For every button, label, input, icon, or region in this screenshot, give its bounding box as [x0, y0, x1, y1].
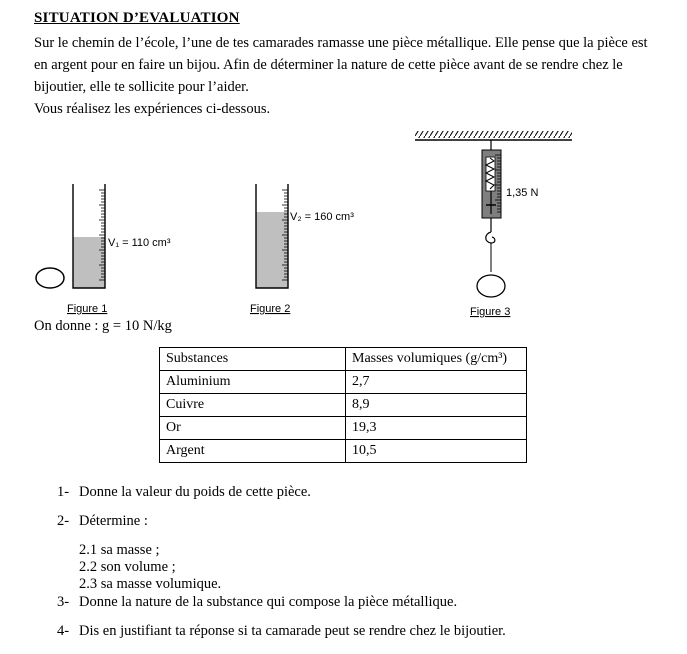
volume-label-2: V₂ = 160 cm³: [290, 211, 354, 223]
table-row: [160, 417, 527, 440]
force-label: 1,35 N: [506, 187, 539, 199]
question-text: Donne la valeur du poids de cette pièce.: [79, 484, 311, 500]
hook-icon: [486, 218, 495, 243]
intro-line: Vous réalisez les expériences ci-dessous.: [34, 101, 271, 117]
question-number: 1-: [57, 484, 70, 500]
exercise-title: SITUATION D’EVALUATION: [34, 10, 240, 26]
coin-icon: [477, 275, 505, 297]
table-cell: Cuivre: [160, 394, 346, 417]
question-4: [57, 623, 506, 640]
figure-3-label: Figure 3: [470, 306, 511, 318]
volume-label-1: V₁ = 110 cm³: [108, 237, 171, 249]
question-1: [57, 484, 311, 501]
question-2: [57, 513, 148, 530]
intro-paragraph: [34, 32, 679, 120]
table-row: [160, 371, 527, 394]
experiment-figures: [0, 120, 687, 320]
subquestion-2-1: 2.1 sa masse ;: [79, 542, 160, 558]
figure-1-label: Figure 1: [67, 303, 108, 315]
table-cell: 10,5: [346, 440, 527, 463]
figure-2-label: Figure 2: [250, 303, 291, 315]
intro-line: en argent pour en faire un bijou. Afin de déterminer la nature de cette pièce avant de se rendre chez le: [34, 57, 623, 73]
table-header: Substances: [160, 348, 346, 371]
table-cell: Argent: [160, 440, 346, 463]
coin-icon: [36, 268, 64, 288]
figure-3-diagram: [415, 131, 572, 318]
given-data: On donne : g = 10 N/kg: [34, 318, 172, 334]
figure-2-diagram: [250, 184, 354, 315]
table-cell: 8,9: [346, 394, 527, 417]
table-header-row: [160, 348, 527, 371]
density-table: [159, 347, 527, 463]
subquestion-2-2: 2.2 son volume ;: [79, 559, 176, 575]
table-header: Masses volumiques (g/cm³): [346, 348, 527, 371]
intro-line: bijoutier, elle te sollicite pour l’aider.: [34, 79, 249, 95]
intro-line: Sur le chemin de l’école, l’une de tes camarades ramasse une pièce métallique. Elle pense que la pièce est: [34, 35, 648, 51]
question-text: Détermine :: [79, 513, 148, 529]
question-number: 4-: [57, 623, 70, 639]
question-number: 3-: [57, 594, 70, 610]
question-3: [57, 594, 457, 611]
figure-1-diagram: [36, 184, 171, 315]
question-number: 2-: [57, 513, 70, 529]
question-text: Donne la nature de la substance qui compose la pièce métallique.: [79, 594, 458, 610]
ceiling-support: [415, 131, 572, 138]
table-row: [160, 440, 527, 463]
table-row: [160, 394, 527, 417]
table-cell: Aluminium: [160, 371, 346, 394]
table-cell: 2,7: [346, 371, 527, 394]
subquestion-2-3: 2.3 sa masse volumique.: [79, 576, 222, 592]
table-cell: 19,3: [346, 417, 527, 440]
table-cell: Or: [160, 417, 346, 440]
question-text: Dis en justifiant ta réponse si ta camarade peut se rendre chez le bijoutier.: [79, 623, 506, 639]
